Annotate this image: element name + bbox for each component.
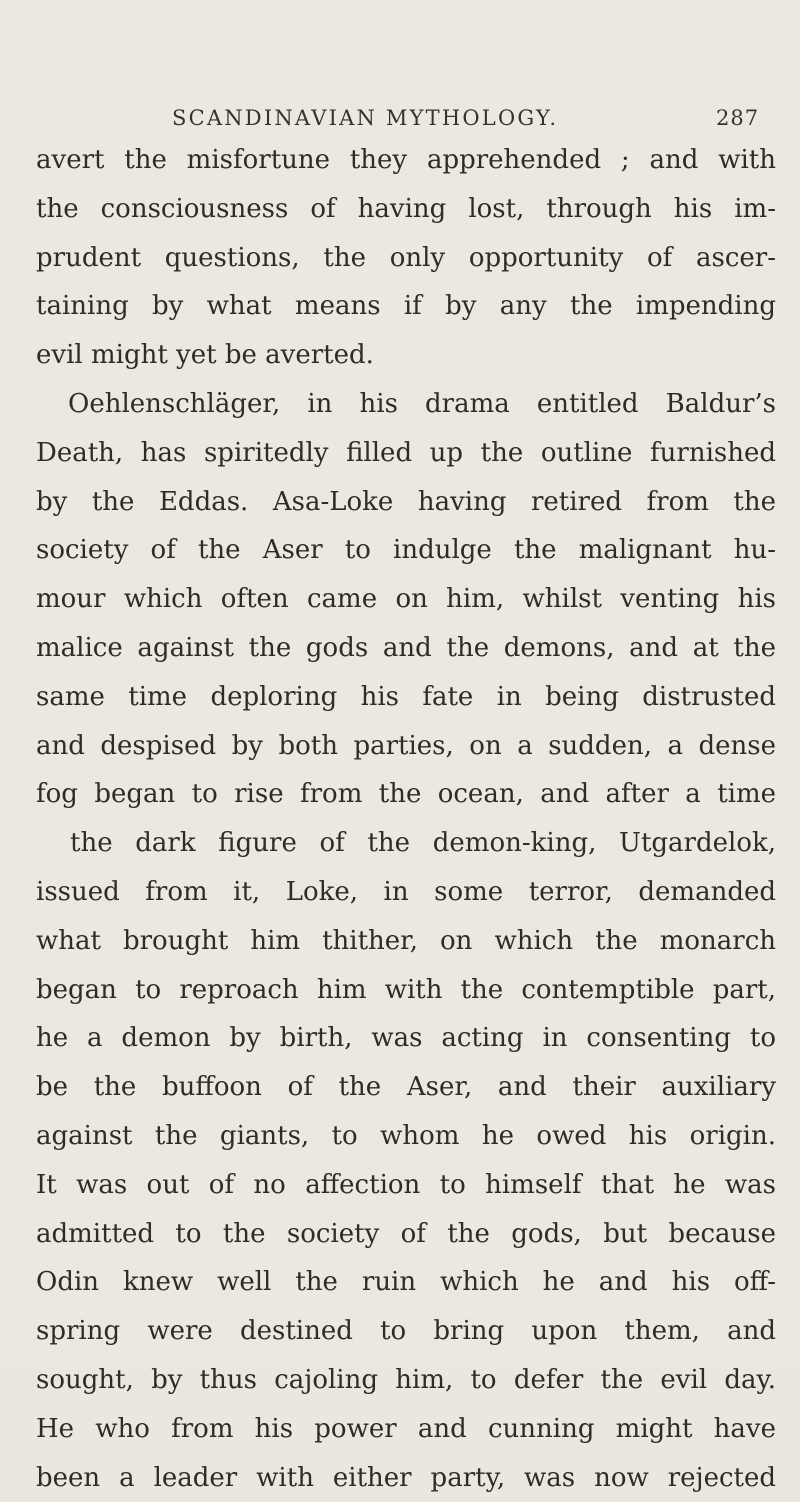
text-line: prudent questions, the only opportunity of ascer- bbox=[36, 242, 776, 273]
text-line: and despised by both parties, on a sudden, a dense bbox=[36, 730, 776, 761]
text-line: be the buffoon of the Aser, and their auxiliary bbox=[36, 1072, 776, 1103]
text-line: been a leader with either party, was now rejected bbox=[36, 1462, 776, 1493]
text-line: he a demon by birth, was acting in consenting to bbox=[36, 1023, 776, 1054]
body-text bbox=[36, 136, 776, 1502]
text-line: taining by what means if by any the impending bbox=[36, 291, 776, 322]
text-line: by the Eddas. Asa-Loke having retired from the bbox=[36, 486, 776, 517]
text-line: spring were destined to bring upon them, and bbox=[36, 1316, 776, 1347]
text-line: Death, has spiritedly filled up the outline furnished bbox=[36, 437, 776, 468]
running-title: SCANDINAVIAN MYTHOLOGY. bbox=[172, 106, 559, 130]
paragraph-first-line: Oehlenschläger, in his drama entitled Baldur’s bbox=[68, 388, 776, 419]
text-line: malice against the gods and the demons, and at the bbox=[36, 632, 776, 663]
text-line: He who from his power and cunning might have bbox=[36, 1413, 776, 1444]
text-line: against the giants, to whom he owed his origin. bbox=[36, 1120, 776, 1151]
text-line: the consciousness of having lost, through his im- bbox=[36, 193, 776, 224]
text-line: fog began to rise from the ocean, and after a time bbox=[36, 779, 776, 810]
text-line: began to reproach him with the contemptible part, bbox=[36, 974, 776, 1005]
page-number: 287 bbox=[716, 106, 760, 130]
text-line: the dark figure of the demon-king, Utgardelok, bbox=[70, 828, 776, 859]
text-line: issued from it, Loke, in some terror, demanded bbox=[36, 876, 776, 907]
text-line: Odin knew well the ruin which he and his off- bbox=[36, 1267, 776, 1298]
text-line: what brought him thither, on which the monarch bbox=[36, 925, 776, 956]
text-line: It was out of no affection to himself that he was bbox=[36, 1169, 776, 1200]
text-line: mour which often came on him, whilst venting his bbox=[36, 584, 776, 615]
text-line: admitted to the society of the gods, but because bbox=[36, 1218, 776, 1249]
text-line: avert the misfortune they apprehended ; and with bbox=[36, 145, 776, 175]
text-line: society of the Aser to indulge the malignant hu- bbox=[36, 535, 776, 566]
text-line: sought, by thus cajoling him, to defer the evil day. bbox=[36, 1364, 776, 1395]
text-line: same time deploring his fate in being distrusted bbox=[36, 681, 776, 712]
text-line: evil might yet be averted. bbox=[36, 340, 374, 371]
